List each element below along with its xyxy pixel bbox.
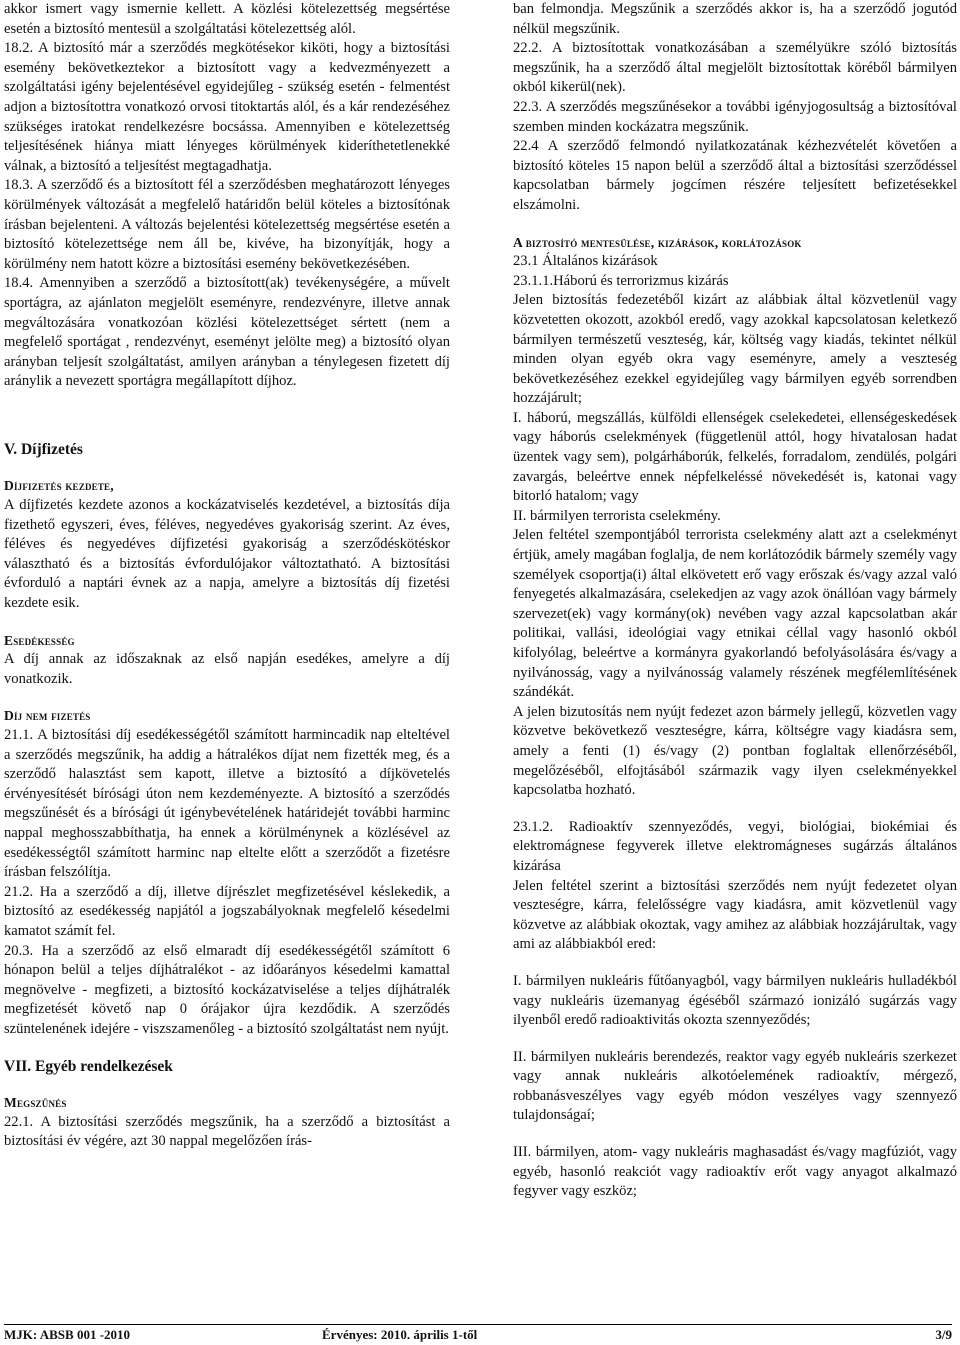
left-column [4, 0, 450, 1152]
paragraph: ban felmondja. Megszűnik a szerződés akkor is, ha a szerződő jogutód nélkül megszűnik. [513, 1, 957, 37]
paragraph: III. bármilyen, atom- vagy nukleáris maghasadást és/vagy magfúziót, vagy egyéb, hasonló reakciót vagy radioaktív erőt vagy anyagot alkalmazó fegyver vagy eszköz; [513, 1144, 957, 1200]
spacer [4, 614, 450, 631]
section-heading: VII. Egyéb rendelkezések [4, 1057, 173, 1075]
paragraph: 23.1.2. Radioaktív szennyeződés, vegyi, biológiai, biokémiai és elektromágnese fegyverek illetve elektromágneses sugárzás általános kizárása [513, 818, 957, 874]
spacer [4, 392, 450, 440]
spacer [4, 1076, 450, 1093]
paragraph: Jelen feltétel szempontjából terrorista cselekmény alatt azt a cselekményt értjük, amely magában foglalja, de nem korlátozódik bármely személy vagy személyek csoportja(i) által elkövetett erő vagy erőszak és/vagy azzal való fenyegetés alkalmazására, cselekedjen az vagy azok önállóan vagy bármely szervezet(ek) vagy kormány(ok) nevében vagy azzal kapcsolatban akár politikai, vallási, ideológiai vagy etnikai céllal vagy hasonló okból kifolyólag, beleértve a kormányra gyakorlandó befolyásolására és/vagy a nyilvánosság, vagy a nyilvánosság valamely részének megfélemlítésének szándékát. [513, 527, 957, 701]
paragraph: 21.2. Ha a szerződő a díj, illetve díjrészlet megfizetésével késlekedik, a biztosító az esedékesség napjától a jogszabályoknak megfelelő késedelmi kamatot számít fel. [4, 883, 450, 939]
paragraph: A díjfizetés kezdete azonos a kockázatviselés kezdetével, a biztosítás díja fizethető egyszeri, éves, féléves, negyedéves gyakoriság szerint. Az éves, féléves és negyedéves díjfizetési gyakoriság a szerződéskötéskor választható és a biztosítás évfordulójakor változtatható. A biztosítási évforduló a naptári évnek az a napja, amelyre a biztosítás díj fizetési kezdete esik. [4, 497, 450, 612]
spacer [513, 216, 957, 233]
spacer [513, 1031, 957, 1048]
paragraph: 21.1. A biztosítási díj esedékességétől számított harmincadik nap elteltével a szerződés megszűnik, ha addig a hátralékos díjat nem fizették meg, és a szerződő halasztást sem kapott, illetve a biztosító a díjkövetelés érvényesítését bírósági úton nem kezdeményezte. A biztosító a szerződés megszűnését és a bírósági út igénybevételének határidejét további harminc nappal meghosszabbíthatja, ha ennek a körülménynek a közlésével az esedékességtől számított harminc nap eltelte előtt a szerződőt a fizetésre írásban felszólítja. [4, 727, 450, 881]
footer-document-code: MJK: ABSB 001 -2010 [4, 1327, 131, 1342]
subsection-heading: Esedékesség [4, 632, 75, 648]
paragraph: I. bármilyen nukleáris fűtőanyagból, vagy bármilyen nukleáris hulladékból vagy nukleáris üzemanyag égéséből származó ionizáló sugárzás vagy ilyenből eredő radioaktivitás okozta szennyeződés; [513, 972, 957, 1029]
paragraph: 20.3. Ha a szerződő az első elmaradt díj esedékességétől számított 6 hónapon belül a teljes díjhátralékot - az időarányos késedelmi kamattal megnövelve - megfizeti, a biztosító kockázatviselése a teljes díjhátralék megfizetését követő nap 0 órájakor újra kezdődik. A szerződés szüntelenének idejére - viszszamenőleg - a biztosító szolgáltatást nem nyújt. [4, 942, 450, 1037]
paragraph: akkor ismert vagy ismernie kellett. A közlési kötelezettség megsértése esetén a biztosító mentesül a szolgáltatási kötelezettség alól. [4, 1, 450, 37]
subsection-heading: A biztosító mentesülése, kizárások, korlátozások [513, 234, 802, 250]
paragraph: 18.4. Amennyiben a szerződő a biztosított(ak) tevékenységére, a művelt sportágra, az ajánlaton megjelölt eseményre, rendezvényre, illetve annak megváltozására vonatkozóan közlési kötelezettséget sértett (nem a megfelelő sportágat , rendezvényt, eseményt jelölte meg) a biztosító olyan arányban teljesít szolgáltatást, amilyen arányban a ténylegesen fizetett díj aránylik a nevezett sportágra megállapított díjhoz. [4, 275, 450, 390]
paragraph: 23.1 Általános kizárások [513, 253, 658, 270]
paragraph: A díj annak az időszaknak az első napján esedékes, amelyre a díj vonatkozik. [4, 651, 450, 687]
paragraph: I. háború, megszállás, külföldi ellenségek cselekedetei, ellenségeskedések vagy háborús cselekmények (függetlenül attól, hogy hivatalosan hadat üzentek vagy sem), polgárháborúk, felkelés, forradalom, zendülés, polgári zavargás, beleértve ennek népfelkeléssé növekedését is, katonai vagy bitorló hatalom; vagy [513, 409, 957, 505]
paragraph: Jelen biztosítás fedezetéből kizárt az alábbiak által közvetlenül vagy közvetetten okozott, azokból eredő, vagy azokkal kapcsolatosan keletkező bármilyen természetű veszteség, kár, költség vagy kiadás, tekintet nélkül minden olyan egyéb okra vagy eseményre, amely a veszteség bekövetkezéséhez ezekkel egyidejűleg vagy bármilyen egyéb sorrendben hozzájárult; [513, 292, 957, 407]
footer-validity: Érvényes: 2010. április 1-től [322, 1327, 478, 1342]
paragraph: Jelen feltétel szerint a biztosítási szerződés nem nyújt fedezetet olyan veszteségre, kárra, felelősségre vagy kiadásra, amit közvetlenül vagy közvetve az alábbiak okoztak, vagy amihez az alábbiak hozzájárultak, vagy ami az alábbiakból ered: [513, 877, 957, 953]
paragraph: A jelen bizutosítás nem nyújt fedezet azon bármely jellegű, közvetlen vagy közvetve bekövetkező veszteségre, kárra, költségre vagy kiadásra sem, amely a fenti (1) és/vagy (2) pontban foglaltak ellenőrzéséből, megelőzéséből, elfojtásából származik vagy ilyen cselekményekkel kapcsolatba hozható. [513, 703, 957, 799]
spacer [513, 1126, 957, 1143]
paragraph: 22.2. A biztosítottak vonatkozásában a személyükre szóló biztosítás megszűnik, ha a szerződő által megjelölt biztosítottak köréből bármilyen okból kikerül(nek). [513, 40, 957, 96]
paragraph: 22.4 A szerződő felmondó nyilatkozatának kézhezvételét követően a biztosító köteles 15 napon belül a szerződő által a biztosítási szerződéssel kapcsolatban bármely jogcímen részére teljesített befizetésekkel elszámolni. [513, 138, 957, 213]
spacer [4, 459, 450, 476]
spacer [4, 1040, 450, 1057]
paragraph: 18.3. A szerződő és a biztosított fél a szerződésben meghatározott lényeges körülmények változását a megfelelő határidőn belül köteles a biztosítónak írásban bejelenteni. A változás bejelentési kötelezettség megsértése esetén a biztosító kötelezettsége nem áll be, kivéve, ha bizonyítják, hogy a körülmény nem hatott közre a biztosítási esemény bekövetkezésében. [4, 177, 450, 272]
spacer [513, 955, 957, 972]
footer-page-number: 3/9 [935, 1327, 952, 1342]
paragraph: II. bármilyen terrorista cselekmény. [513, 507, 721, 524]
subsection-heading: Díj nem fizetés [4, 708, 91, 724]
section-heading: V. Díjfizetés [4, 440, 83, 458]
paragraph: 22.3. A szerződés megszűnésekor a további igényjogosultság a biztosítóval szemben minden kockázatra megszűnik. [513, 98, 957, 135]
page-footer [4, 1324, 952, 1343]
subsection-heading: Megszűnés [4, 1095, 67, 1111]
paragraph: 23.1.1.Háború és terrorizmus kizárás [513, 272, 729, 289]
paragraph: 22.1. A biztosítási szerződés megszűnik, ha a szerződő a biztosítást a biztosítási év végére, azt 30 nappal megelőzően írás- [4, 1113, 450, 1150]
subsection-heading: Díjfizetés kezdete, [4, 478, 114, 494]
spacer [513, 801, 957, 818]
spacer [4, 689, 450, 706]
right-column [513, 0, 957, 1202]
paragraph: 18.2. A biztosító már a szerződés megkötésekor kiköti, hogy a biztosítási esemény bekövetkeztekor a biztosított vagy a kedvezményezett a szolgáltatási igény bejelentésével egyidejűleg - szükség esetén - felmentést adjon a biztosítottra vonatkozó orvosi titoktartás alól, és a kár rendezéséhez szükséges iratokat rendelkezésre bocsássa. Amennyiben e kötelezettség teljesítésének hiánya miatt lényeges körülmények kideríthetetlenekké válnak, a biztosító a teljesítést megtagadhatja. [4, 40, 450, 174]
paragraph: II. bármilyen nukleáris berendezés, reaktor vagy egyéb nukleáris szerkezet vagy annak nukleáris alkotóelemének radioaktív, mérgező, robbanásveszélyes vagy egyéb módon veszélyes vagy szennyező tulajdonságaí; [513, 1048, 957, 1124]
